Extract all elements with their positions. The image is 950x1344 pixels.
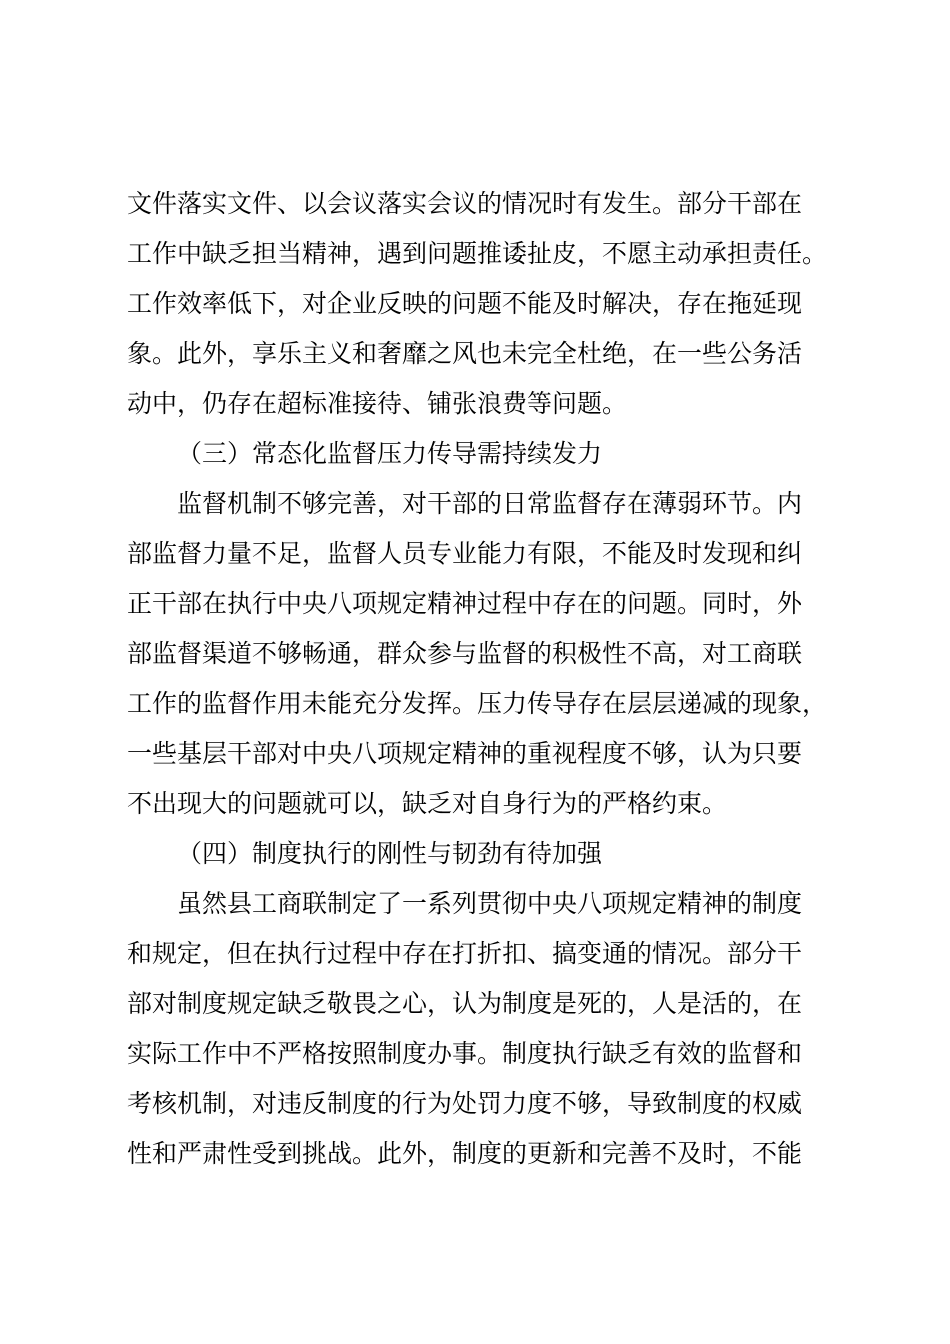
body-line: 文件落实文件、以会议落实会议的情况时有发生。部分干部在 — [127, 189, 803, 218]
paragraph-first-line: 虽然县工商联制定了一系列贯彻中央八项规定精神的制度 — [177, 889, 803, 918]
body-line: 工作中缺乏担当精神，遇到问题推诿扯皮，不愿主动承担责任。 — [127, 239, 828, 268]
body-line: 部对制度规定缺乏敬畏之心，认为制度是死的，人是活的，在 — [127, 989, 803, 1018]
paragraph-first-line: 监督机制不够完善，对干部的日常监督存在薄弱环节。内 — [177, 489, 803, 518]
body-line: 动中，仍存在超标准接待、铺张浪费等问题。 — [127, 389, 628, 418]
body-line: 象。此外，享乐主义和奢靡之风也未完全杜绝，在一些公务活 — [127, 339, 803, 368]
document-body — [127, 179, 837, 1179]
body-line: 实际工作中不严格按照制度办事。制度执行缺乏有效的监督和 — [127, 1039, 803, 1068]
body-line: 部监督力量不足，监督人员专业能力有限，不能及时发现和纠 — [127, 539, 803, 568]
body-line: 不出现大的问题就可以，缺乏对自身行为的严格约束。 — [127, 789, 728, 818]
body-line: 性和严肃性受到挑战。此外，制度的更新和完善不及时，不能 — [127, 1139, 803, 1168]
body-line: 部监督渠道不够畅通，群众参与监督的积极性不高，对工商联 — [127, 639, 803, 668]
body-line: 工作效率低下，对企业反映的问题不能及时解决，存在拖延现 — [127, 289, 803, 318]
body-line: 一些基层干部对中央八项规定精神的重视程度不够，认为只要 — [127, 739, 803, 768]
body-line: 正干部在执行中央八项规定精神过程中存在的问题。同时，外 — [127, 589, 803, 618]
section-heading-4: （四）制度执行的刚性与韧劲有待加强 — [177, 839, 603, 868]
body-line: 和规定，但在执行过程中存在打折扣、搞变通的情况。部分干 — [127, 939, 803, 968]
body-line: 考核机制，对违反制度的行为处罚力度不够，导致制度的权威 — [127, 1089, 803, 1118]
section-heading-3: （三）常态化监督压力传导需持续发力 — [177, 439, 603, 468]
body-line: 工作的监督作用未能充分发挥。压力传导存在层层递减的现象， — [127, 689, 828, 718]
